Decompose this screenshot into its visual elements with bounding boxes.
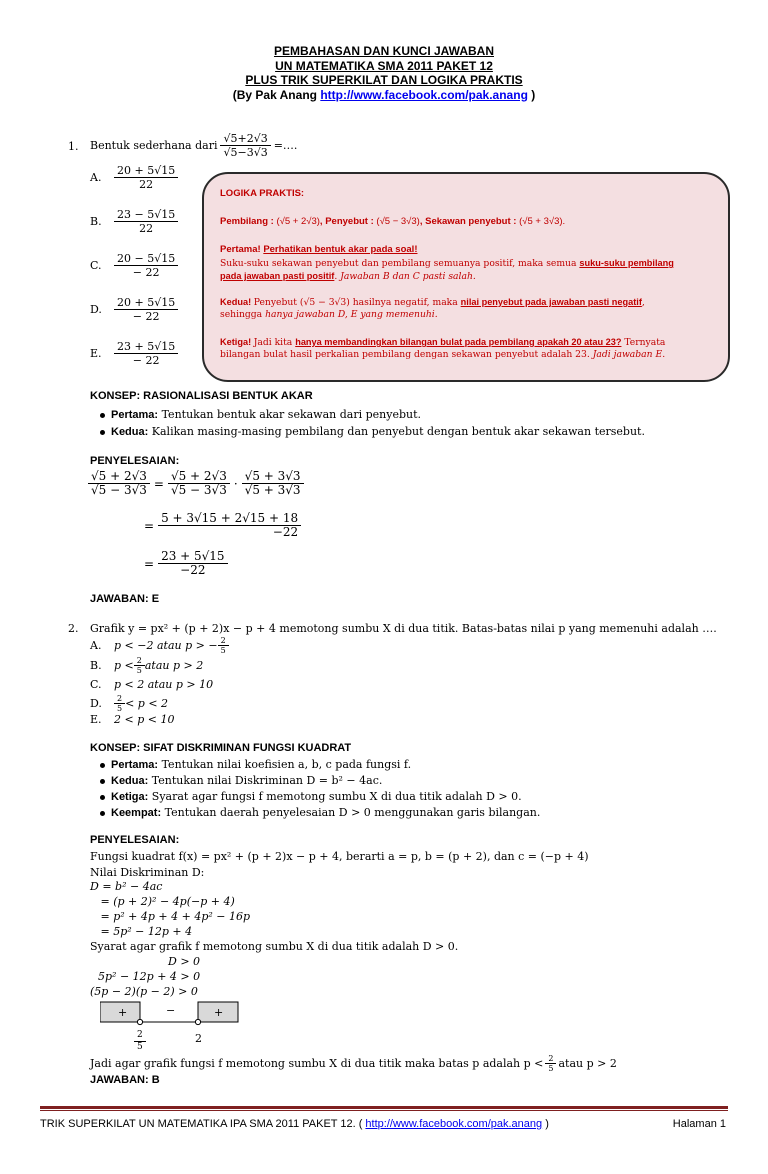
number-line — [100, 1000, 240, 1060]
q2-option-text-b: atau p > 2 — [144, 659, 204, 672]
footer-suffix: ) — [542, 1118, 549, 1130]
q2-step-4: = (p + 2)² − 4p(−p + 4) — [90, 895, 235, 908]
q1-konsep-item-2 — [100, 425, 645, 438]
q1-stem-prefix: Bentuk sederhana dari — [90, 139, 218, 152]
q2-konsep-item-3 — [100, 790, 522, 803]
option-numerator: 20 + 5√15 — [114, 296, 178, 310]
q2-option-text: p < — [114, 659, 134, 672]
q1-option-d[interactable] — [90, 296, 178, 323]
q1-option-fraction — [114, 340, 178, 367]
konsep-label: Pertama: — [111, 759, 159, 771]
fraction-denominator: 5 — [117, 704, 123, 713]
option-denominator: 22 — [139, 222, 154, 235]
logika-line-4-text: . Jawaban B dan C pasti salah. — [334, 271, 476, 282]
page-number: Halaman 1 — [672, 1118, 726, 1130]
konsep-text: Kalikan masing-masing pembilang dan penyebut dengan bentuk akar sekawan tersebut. — [148, 425, 645, 438]
fraction-denominator: √5 + 3√3 — [244, 483, 301, 497]
option-numerator: 20 − 5√15 — [114, 252, 178, 266]
fraction-numerator: 2 — [218, 636, 229, 646]
equals-sign: = — [153, 476, 164, 491]
q2-step-7: Syarat agar grafik f memotong sumbu X di dua titik adalah D > 0. — [90, 940, 459, 953]
fraction-numerator: 2 — [114, 694, 125, 704]
footer-facebook-link[interactable]: http://www.facebook.com/pak.anang — [365, 1118, 543, 1130]
q1-option-fraction — [114, 208, 178, 235]
fraction-denominator: 5 — [137, 1042, 143, 1052]
logika-line-6-a: sehingga — [220, 309, 266, 320]
fraction-denominator: √5 − 3√3 — [91, 483, 147, 497]
option-denominator: − 22 — [132, 310, 160, 323]
fraction-numerator: √5 + 2√3 — [168, 470, 230, 484]
q1-peny-title: PENYELESAIAN: — [90, 455, 180, 467]
logika-line-4 — [220, 270, 476, 283]
q2-option-a[interactable] — [90, 636, 229, 655]
konsep-label: Kedua: — [111, 426, 149, 438]
q1-peny-frac-5 — [158, 550, 228, 577]
q1-konsep-item-1 — [100, 408, 421, 421]
q1-option-letter: E. — [90, 347, 102, 360]
equals-sign: = — [144, 556, 155, 571]
q1-stem-numerator: √5+2√3 — [220, 132, 270, 146]
logika-line-5-penyebut: (√5 − 3√3) — [299, 297, 350, 308]
q2-option-d[interactable] — [90, 694, 168, 713]
fraction-numerator: 2 — [134, 656, 145, 666]
q2-option-letter: C. — [90, 678, 102, 691]
q1-peny-frac-2 — [168, 470, 230, 497]
document-header — [0, 44, 768, 102]
logika-pertama-label: Pertama! — [220, 244, 264, 255]
header-line-3: PLUS TRIK SUPERKILAT DAN LOGIKA PRAKTIS — [245, 73, 523, 87]
option-numerator: 23 + 5√15 — [114, 340, 178, 354]
konsep-text: Tentukan bentuk akar sekawan dari penyebut. — [158, 408, 422, 421]
logika-kedua-label: Kedua! — [220, 297, 254, 307]
q1-option-letter: C. — [90, 259, 102, 272]
header-line-1: PEMBAHASAN DAN KUNCI JAWABAN — [273, 44, 494, 58]
q1-number: 1. — [68, 140, 79, 153]
konsep-text: Tentukan nilai koefisien a, b, c pada fungsi f. — [158, 758, 412, 771]
q1-peny-frac-1 — [88, 470, 150, 497]
header-line-4-suffix: ) — [527, 87, 536, 102]
q2-option-letter: D. — [90, 697, 102, 710]
q2-option-text: p < −2 atau p > − — [114, 639, 218, 652]
logika-line-7 — [220, 336, 665, 349]
footer-rule-thin — [40, 1110, 728, 1111]
fraction-denominator: 5 — [136, 666, 142, 675]
fraction-numerator: 23 + 5√15 — [158, 550, 228, 564]
logika-line-5-emph: nilai penyebut pada jawaban pasti negatif — [460, 297, 642, 307]
footer-rule-thick — [40, 1106, 728, 1109]
q1-peny-line-1 — [88, 470, 304, 497]
q2-option-e[interactable] — [90, 713, 174, 726]
multiply-dot: · — [233, 476, 238, 491]
q1-stem-denominator: √5−3√3 — [223, 146, 268, 159]
logika-penyebut-label: , Penyebut : — [319, 216, 377, 227]
logika-line-8-a: bilangan bulat hasil perkalian pembilang dengan sekawan penyebut adalah 23. — [220, 349, 593, 360]
q2-step-5: = p² + 4p + 4 + 4p² − 16p — [90, 910, 251, 923]
header-author: (By Pak Anang — [232, 87, 321, 102]
bullet-icon — [100, 430, 105, 435]
q2-option-letter: B. — [90, 659, 102, 672]
q1-option-e[interactable] — [90, 340, 178, 367]
fraction-numerator: √5 + 2√3 — [88, 470, 150, 484]
bullet-icon — [100, 413, 105, 418]
open-point-1 — [137, 1019, 142, 1024]
conclusion-fraction — [545, 1054, 556, 1073]
q2-number: 2. — [68, 622, 79, 635]
konsep-text: Syarat agar fungsi f memotong sumbu X di dua titik adalah D > 0. — [148, 790, 522, 803]
q1-peny-line-3 — [144, 550, 228, 577]
q2-option-text-b: < p < 2 — [125, 697, 169, 710]
bullet-icon — [100, 811, 105, 816]
q1-stem-suffix: =…. — [273, 139, 298, 152]
logika-line-4-emph: pada jawaban pasti positif — [220, 271, 335, 281]
q2-option-frac — [134, 656, 145, 675]
option-denominator: 22 — [139, 178, 154, 191]
logika-line-8 — [220, 349, 665, 361]
logika-line-6 — [220, 309, 438, 321]
logika-line-3 — [220, 257, 674, 270]
q1-option-fraction — [114, 296, 178, 323]
q1-option-letter: A. — [90, 171, 102, 184]
q2-option-text: 2 < p < 10 — [114, 713, 175, 726]
q2-step-9: 5p² − 12p + 4 > 0 — [98, 970, 201, 983]
logika-pertama-text: Perhatikan bentuk akar pada soal! — [263, 244, 418, 255]
konsep-label: Ketiga: — [111, 791, 149, 803]
q2-option-b[interactable] — [90, 656, 203, 675]
q2-step-8: D > 0 — [168, 955, 201, 968]
q1-jawaban: JAWABAN: E — [90, 593, 160, 605]
q1-stem — [90, 132, 297, 159]
q1-konsep-title: KONSEP: RASIONALISASI BENTUK AKAR — [90, 390, 313, 402]
logika-pembilang: (√5 + 2√3) — [276, 216, 320, 227]
open-point-2 — [195, 1019, 200, 1024]
q1-stem-fraction — [220, 132, 270, 159]
logika-ketiga-label: Ketiga! — [220, 337, 254, 347]
point-2-label: 2 — [195, 1032, 202, 1045]
q2-step-3: D = b² − 4ac — [90, 880, 163, 893]
q2-konsep-item-2 — [100, 774, 382, 787]
option-denominator: − 22 — [132, 354, 160, 367]
q2-konsep-item-4 — [100, 806, 540, 819]
logika-sekawan: (√5 + 3√3) — [519, 216, 563, 227]
footer-left — [40, 1118, 549, 1130]
q2-option-letter: E. — [90, 713, 102, 726]
sign-middle: − — [166, 1004, 176, 1017]
q2-conclusion — [90, 1054, 617, 1073]
logika-line-7-a: Jadi kita — [253, 337, 296, 348]
fraction-numerator: 5 + 3√15 + 2√15 + 18 — [158, 512, 301, 526]
logika-period: . — [562, 216, 566, 227]
q1-option-fraction — [114, 252, 178, 279]
header-facebook-link[interactable]: http://www.facebook.com/pak.anang — [320, 87, 528, 102]
equals-sign: = — [144, 518, 155, 533]
fraction-denominator: 5 — [548, 1064, 554, 1073]
logika-line-1 — [220, 216, 565, 228]
konsep-label: Pertama: — [111, 409, 159, 421]
sign-right: + — [214, 1006, 224, 1019]
q1-option-letter: B. — [90, 215, 102, 228]
q2-stem: Grafik y = px² + (p + 2)x − p + 4 memotong sumbu X di dua titik. Batas-batas nilai p yang memenuhi adalah …. — [90, 622, 717, 635]
logika-title: LOGIKA PRAKTIS: — [220, 188, 305, 199]
fraction-numerator: √5 + 3√3 — [242, 470, 304, 484]
option-numerator: 20 + 5√15 — [114, 164, 178, 178]
q2-step-10: (5p − 2)(p − 2) > 0 — [90, 985, 198, 998]
q1-option-fraction — [114, 164, 178, 191]
option-numerator: 23 − 5√15 — [114, 208, 178, 222]
konsep-text: Tentukan daerah penyelesaian D > 0 menggunakan garis bilangan. — [161, 806, 541, 819]
q1-peny-frac-4 — [158, 512, 301, 539]
logika-line-2 — [220, 244, 417, 256]
logika-line-7-emph: hanya membandingkan bilangan bulat pada pembilang apakah 20 atau 23? — [295, 337, 622, 347]
sign-left: + — [118, 1006, 128, 1019]
conclusion-text-b: atau p > 2 — [558, 1057, 617, 1070]
conclusion-text: Jadi agar grafik fungsi f memotong sumbu X di dua titik maka batas p adalah p < — [90, 1057, 544, 1070]
logika-line-6-c: . — [434, 309, 438, 320]
logika-line-5 — [220, 296, 645, 309]
logika-pembilang-label: Pembilang : — [220, 216, 277, 227]
fraction-numerator: 2 — [545, 1054, 556, 1064]
fraction-denominator: −22 — [180, 563, 206, 577]
q2-option-frac — [218, 636, 229, 655]
q2-option-frac — [114, 694, 125, 713]
fraction-denominator: −22 — [272, 525, 299, 539]
q2-konsep-title: KONSEP: SIFAT DISKRIMINAN FUNGSI KUADRAT — [90, 742, 352, 754]
konsep-text: Tentukan nilai Diskriminan D = b² − 4ac. — [148, 774, 383, 787]
q2-jawaban: JAWABAN: B — [90, 1074, 160, 1086]
logika-line-3-text: Suku-suku sekawan penyebut dan pembilang semuanya positif, maka semua — [220, 258, 580, 269]
fraction-denominator: √5 − 3√3 — [170, 483, 227, 497]
logika-line-6-b: hanya jawaban D, E yang memenuhi — [265, 309, 435, 320]
q2-step-1: Fungsi kuadrat f(x) = px² + (p + 2)x − p + 4, berarti a = p, b = (p + 2), dan c = (−p + 4) — [90, 850, 589, 863]
logika-line-5-b: hasilnya negatif, maka — [349, 297, 461, 308]
logika-sekawan-label: , Sekawan penyebut : — [419, 216, 520, 227]
option-denominator: − 22 — [132, 266, 160, 279]
q2-option-c[interactable] — [90, 678, 213, 691]
q1-peny-line-2 — [144, 512, 301, 539]
logika-line-5-a: Penyebut — [253, 297, 300, 308]
q2-peny-title: PENYELESAIAN: — [90, 834, 180, 846]
bullet-icon — [100, 779, 105, 784]
fraction-numerator: 2 — [134, 1030, 146, 1042]
logika-praktis-box — [202, 172, 730, 382]
footer-text: TRIK SUPERKILAT UN MATEMATIKA IPA SMA 2011 PAKET 12. ( — [40, 1118, 366, 1130]
logika-line-8-b: Jadi jawaban E. — [592, 349, 666, 360]
header-line-2: UN MATEMATIKA SMA 2011 PAKET 12 — [275, 58, 493, 73]
q2-option-text: p < 2 atau p > 10 — [114, 678, 214, 691]
point-1-label — [134, 1030, 146, 1053]
q2-option-letter: A. — [90, 639, 102, 652]
q2-step-2: Nilai Diskriminan D: — [90, 866, 205, 879]
q2-konsep-item-1 — [100, 758, 411, 771]
header-line-4 — [0, 88, 768, 103]
konsep-label: Keempat: — [111, 807, 162, 819]
bullet-icon — [100, 795, 105, 800]
q1-peny-frac-3 — [242, 470, 304, 497]
logika-line-3-emph: suku-suku pembilang — [579, 258, 674, 268]
q2-step-6: = 5p² − 12p + 4 — [90, 925, 193, 938]
q1-option-b[interactable] — [90, 208, 178, 235]
logika-penyebut: (√5 − 3√3) — [376, 216, 420, 227]
konsep-label: Kedua: — [111, 775, 149, 787]
logika-line-7-b: Ternyata — [621, 337, 666, 348]
logika-line-5-comma: , — [641, 297, 645, 308]
q1-option-c[interactable] — [90, 252, 178, 279]
q1-option-a[interactable] — [90, 164, 178, 191]
fraction-denominator: 5 — [220, 646, 226, 655]
bullet-icon — [100, 763, 105, 768]
q1-option-letter: D. — [90, 303, 102, 316]
